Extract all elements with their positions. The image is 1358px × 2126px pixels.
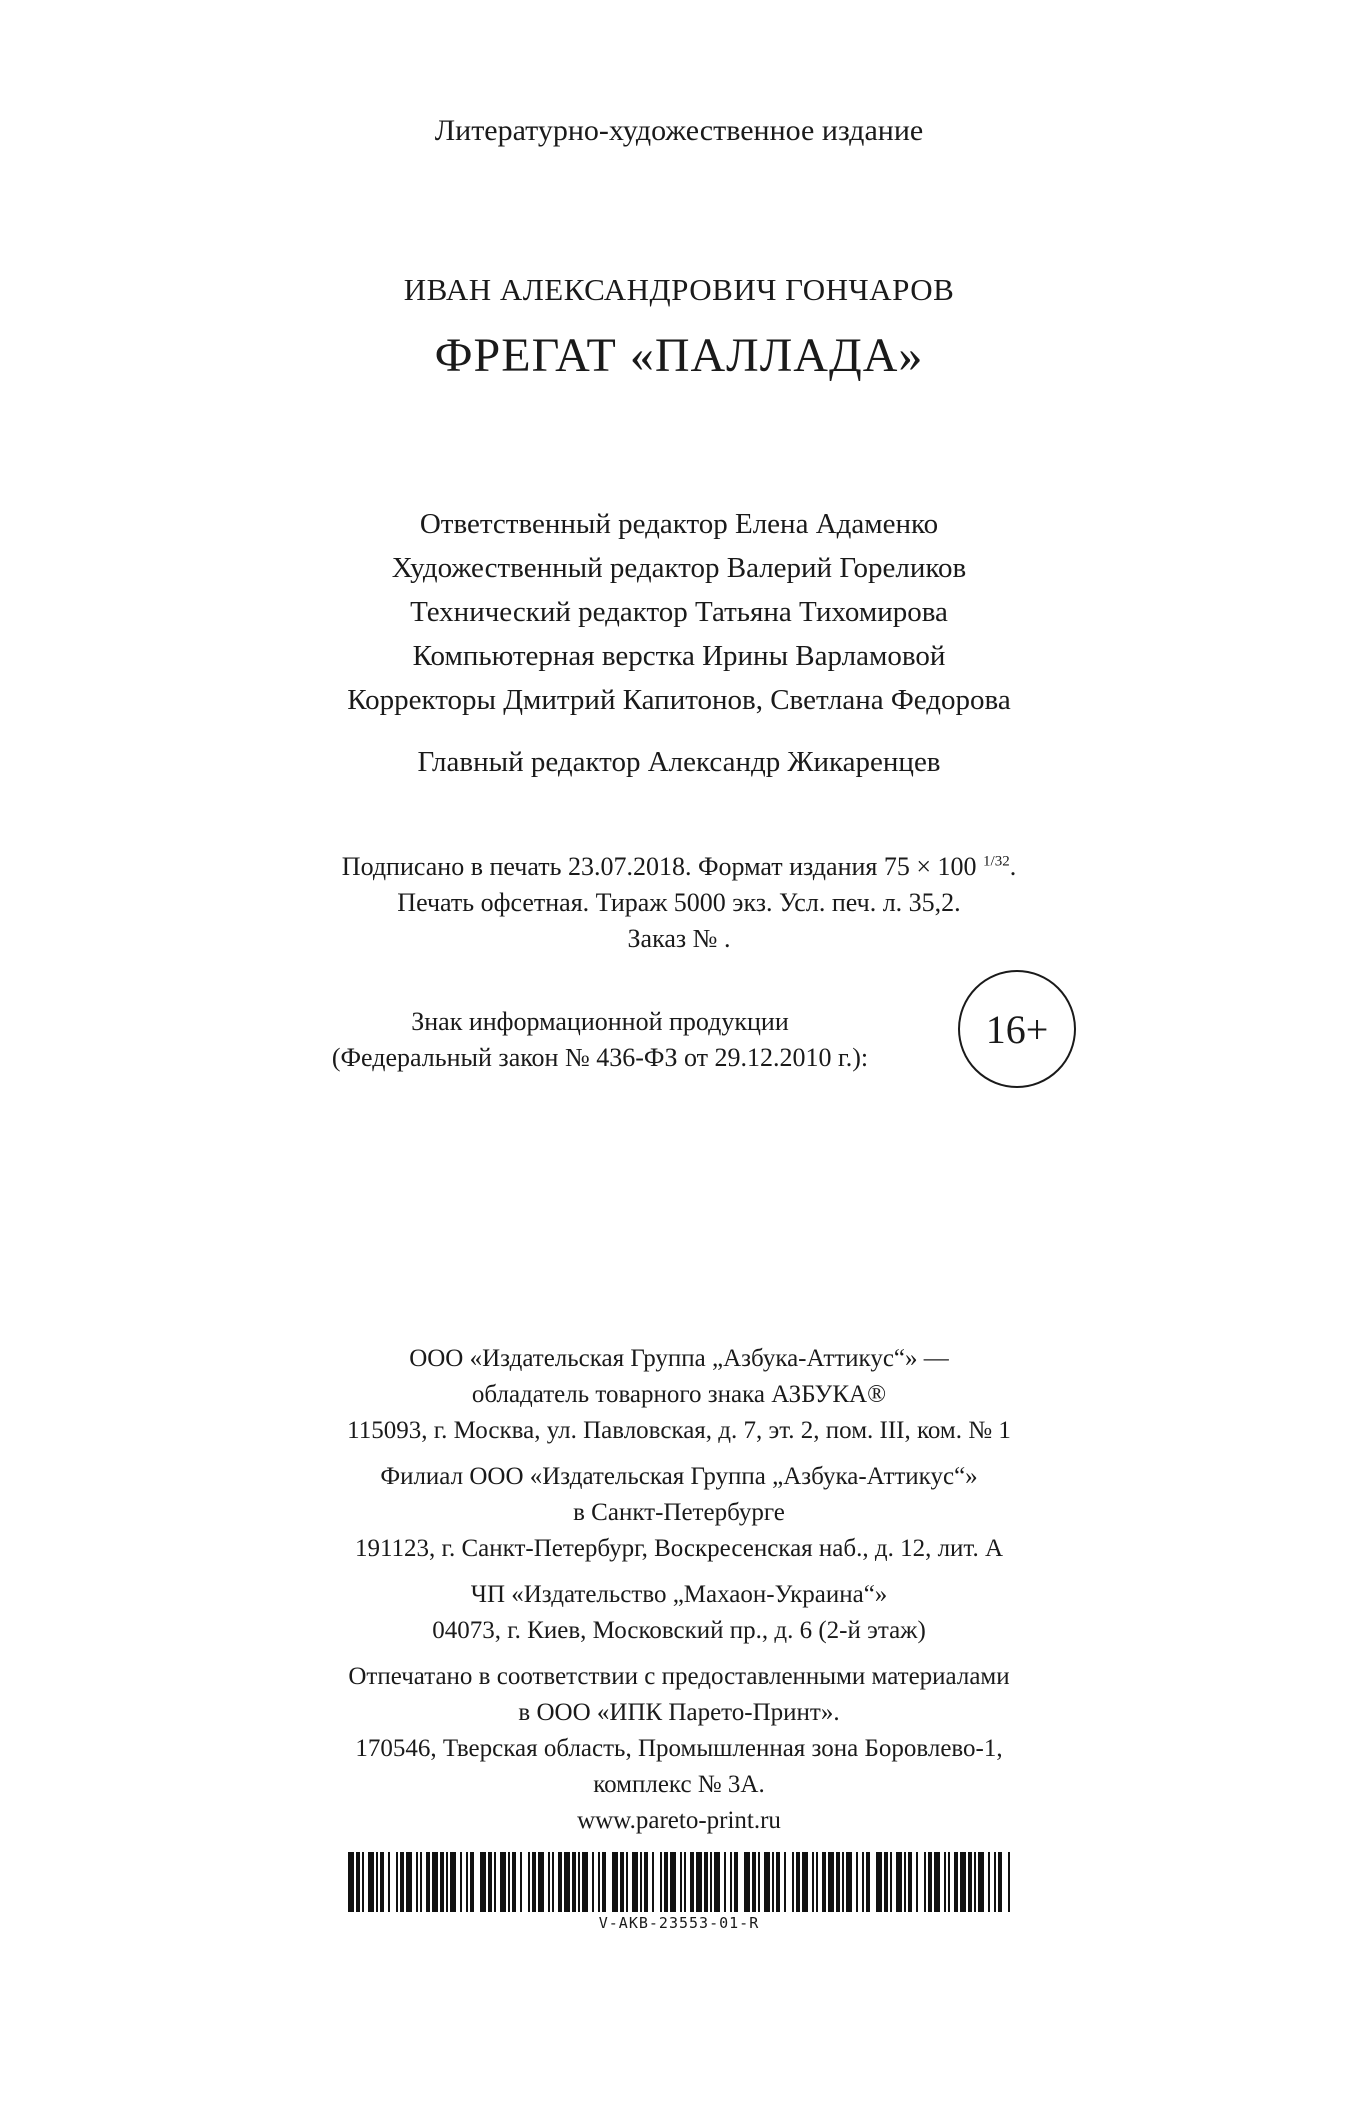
barcode-bar [714,1852,720,1912]
book-title: ФРЕГАТ «ПАЛЛАДА» [434,329,924,382]
age-rating-badge: 16+ [958,970,1076,1088]
barcode-bar [626,1852,628,1912]
barcode-bar [1008,1852,1010,1912]
barcode-bar [784,1852,786,1912]
barcode-bar [684,1852,686,1912]
barcode-bar [730,1852,732,1912]
age-rating-label-line: Знак информационной продукции [411,1007,789,1036]
publisher-line: в ООО «ИПК Парето-Принт». [518,1699,840,1726]
barcode-bar [532,1852,536,1912]
barcode-bar [362,1852,364,1912]
age-rating-label-line: (Федеральный закон № 436-ФЗ от 29.12.2010 г.): [331,1043,869,1072]
barcode-bar [376,1852,378,1912]
barcode-bar [710,1852,712,1912]
barcode-bar [488,1852,492,1912]
barcode-bar [960,1852,966,1912]
barcode-bar [632,1852,638,1912]
barcode-bar [680,1852,682,1912]
credit-line: Ответственный редактор Елена Адаменко [419,508,939,540]
publisher-line: 191123, г. Санкт-Петербург, Воскресенская наб., д. 12, лит. А [354,1535,1004,1562]
barcode-bar [520,1852,522,1912]
barcode-bar [538,1852,544,1912]
publisher-website: www.pareto-print.ru [577,1807,781,1834]
publisher-line: 115093, г. Москва, ул. Павловская, д. 7, эт. 2, пом. III, ком. № 1 [347,1417,1011,1444]
barcode-bar [450,1852,456,1912]
publisher-line: комплекс № 3А. [593,1771,765,1798]
barcode-bar [598,1852,600,1912]
barcode-bar [406,1852,412,1912]
barcode [346,1852,1012,1912]
barcode-bar [572,1852,576,1912]
barcode-bar [828,1852,834,1912]
barcode-bar [508,1852,510,1912]
barcode-bar [924,1852,926,1912]
barcode-bar [548,1852,550,1912]
barcode-bar [416,1852,418,1912]
barcode-bar [998,1852,1002,1912]
barcode-bar [764,1852,770,1912]
barcode-bar [466,1852,468,1912]
format-fraction: 1/32 [983,853,1010,870]
print-info-line: Печать офсетная. Тираж 5000 экз. Усл. печ. л. 35,2. [397,888,961,917]
barcode-bar [582,1852,588,1912]
credit-line: Корректоры Дмитрий Капитонов, Светлана Федорова [347,684,1011,716]
barcode-bar [426,1852,430,1912]
barcode-bar [652,1852,654,1912]
barcode-bar [954,1852,958,1912]
barcode-bar [968,1852,972,1912]
barcode-bar [994,1852,996,1912]
barcode-bar [470,1852,474,1912]
publisher-line: обладатель товарного знака АЗБУКА® [471,1381,887,1408]
barcode-bar [704,1852,708,1912]
barcode-bar [796,1852,800,1912]
barcode-bar [908,1852,912,1912]
barcode-bar [904,1852,906,1912]
barcode-bar [690,1852,694,1912]
barcode-bar [558,1852,562,1912]
barcode-bar [974,1852,976,1912]
barcode-bar [552,1852,554,1912]
barcode-bar [862,1852,864,1912]
credit-line: Компьютерная верстка Ирины Варламовой [412,640,946,672]
publisher-line: Отпечатано в соответствии с предоставленными материалами [348,1663,1010,1690]
barcode-bar [420,1852,422,1912]
barcode-bar [772,1852,774,1912]
barcode-bar [512,1852,516,1912]
barcode-bar [578,1852,580,1912]
publisher-line: Филиал ООО «Издательская Группа „Азбука-Аттикус“» [380,1463,978,1490]
barcode-bar [842,1852,844,1912]
barcode-bar [494,1852,496,1912]
barcode-bar [592,1852,594,1912]
barcode-bar [644,1852,648,1912]
publisher-line: 04073, г. Киев, Московский пр., д. 6 (2-й этаж) [432,1617,926,1644]
barcode-bar [602,1852,606,1912]
order-number: Заказ № . [627,924,731,953]
barcode-bar [500,1852,506,1912]
barcode-bar [752,1852,756,1912]
barcode-bar [528,1852,530,1912]
barcode-bar [446,1852,448,1912]
barcode-bar [348,1852,354,1912]
barcode-bar [368,1852,374,1912]
barcode-bar [890,1852,892,1912]
barcode-bar [564,1852,570,1912]
barcode-bar [776,1852,780,1912]
barcode-bar [640,1852,642,1912]
barcode-bar [876,1852,882,1912]
publisher-line: ООО «Издательская Группа „Азбука-Аттикус“» — [409,1345,949,1372]
barcode-bar [380,1852,384,1912]
barcode-bar [856,1852,858,1912]
barcode-bar [896,1852,902,1912]
barcode-bar [816,1852,818,1912]
barcode-bar [388,1852,390,1912]
barcode-bar [916,1852,918,1912]
barcode-bar [696,1852,702,1912]
barcode-bar [948,1852,950,1912]
barcode-text: V-AKB-23553-01-R [598,1914,760,1932]
barcode-bar [988,1852,990,1912]
age-rating-label [280,1004,920,1076]
print-format-text: Подписано в печать 23.07.2018. Формат издания 75 × 100 [341,852,977,881]
barcode-bar [620,1852,624,1912]
barcode-bar [934,1852,940,1912]
barcode-bar [822,1852,826,1912]
publisher-line: в Санкт-Петербурге [573,1499,785,1526]
barcode-bar [744,1852,750,1912]
barcode-bar [356,1852,360,1912]
barcode-bar [480,1852,486,1912]
credit-line: Технический редактор Татьяна Тихомирова [410,596,948,628]
barcode-bar [758,1852,760,1912]
barcode-bar [928,1852,932,1912]
barcode-bar [432,1852,438,1912]
barcode-bar [660,1852,662,1912]
barcode-bar [664,1852,668,1912]
barcode-bar [978,1852,984,1912]
barcode-bar [400,1852,404,1912]
barcode-bar [802,1852,808,1912]
barcode-bar [612,1852,618,1912]
barcode-bar [836,1852,840,1912]
author-name: ИВАН АЛЕКСАНДРОВИЧ ГОНЧАРОВ [403,272,955,307]
barcode-bar [440,1852,444,1912]
publisher-line: 170546, Тверская область, Промышленная зона Боровлево-1, [355,1735,1003,1762]
barcode-bar [460,1852,462,1912]
barcode-bar [724,1852,726,1912]
edition-type: Литературно-художественное издание [434,114,924,147]
barcode-bar [812,1852,814,1912]
credit-line: Художественный редактор Валерий Гореликов [391,552,967,584]
barcode-bar [670,1852,676,1912]
barcode-bar [846,1852,852,1912]
barcode-bar [396,1852,398,1912]
barcode-bar [884,1852,888,1912]
barcode-bar [792,1852,794,1912]
print-info-line: Подписано в печать 23.07.2018. Формат издания 75 × 100 $^{1/32}$. [341,852,1017,881]
barcode-bar [734,1852,738,1912]
barcode-bar [866,1852,870,1912]
publisher-line: ЧП «Издательство „Махаон-Украина“» [470,1581,888,1608]
chief-editor: Главный редактор Александр Жикаренцев [417,746,941,778]
barcode-bar [944,1852,946,1912]
